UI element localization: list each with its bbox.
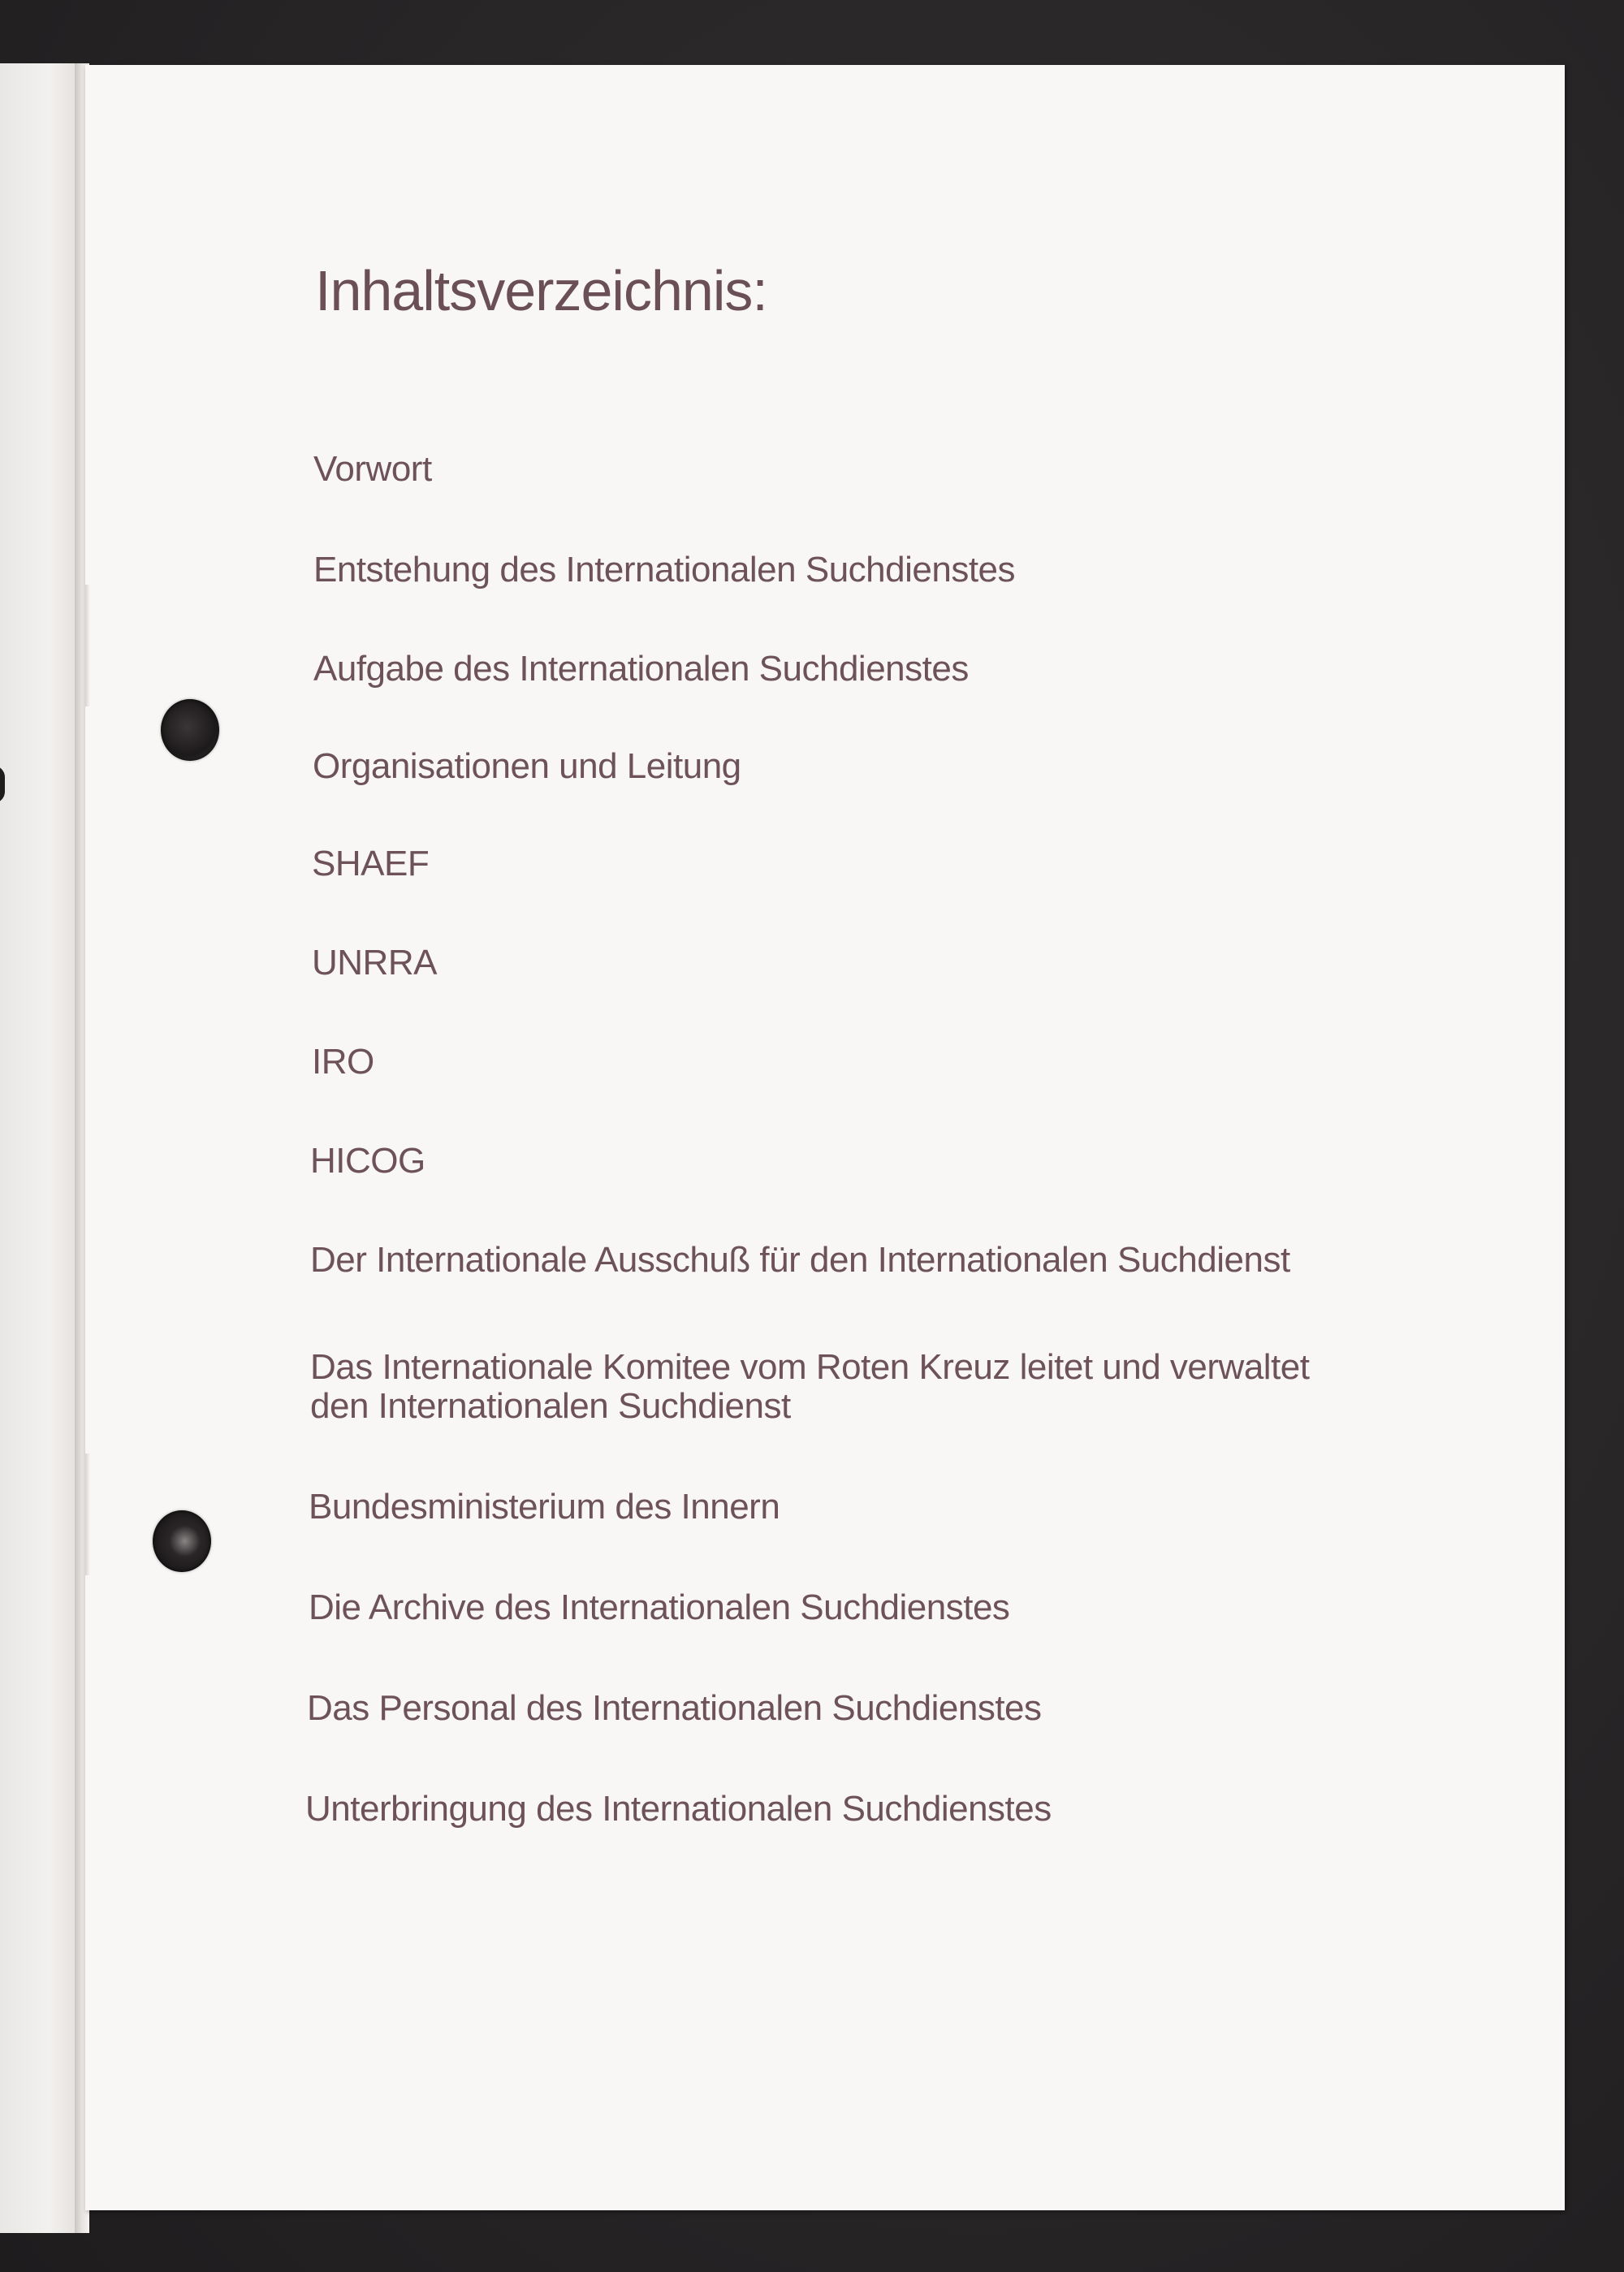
binding-notch-bottom (85, 1453, 90, 1575)
punch-hole-bottom (153, 1510, 211, 1572)
punch-hole-top (161, 699, 219, 761)
document-page (85, 65, 1565, 2210)
toc-entry-unterbringung: Unterbringung des Internationalen Suchdienstes (305, 1789, 1052, 1829)
toc-entry-ausschuss: Der Internationale Ausschuß für den Internationalen Suchdienst (310, 1240, 1290, 1280)
toc-entry-shaef: SHAEF (312, 844, 430, 883)
toc-entry-entstehung: Entstehung des Internationalen Suchdienstes (313, 550, 1016, 590)
left-page-punch-hole-edge (0, 766, 5, 803)
toc-entry-unrra: UNRRA (312, 943, 437, 983)
toc-entry-hicog: HICOG (310, 1141, 425, 1181)
left-page-edge (0, 63, 81, 2233)
toc-entry-iro: IRO (312, 1042, 374, 1082)
binding-notch-top (85, 585, 90, 706)
toc-entry-ikrk-line-2: den Internationalen Suchdienst (310, 1386, 791, 1426)
toc-entry-ikrk (310, 1348, 1310, 1426)
toc-entry-vorwort: Vorwort (313, 449, 432, 489)
toc-entry-bundesministerium: Bundesministerium des Innern (309, 1487, 780, 1527)
toc-entry-archive: Die Archive des Internationalen Suchdienstes (309, 1587, 1010, 1627)
toc-entry-aufgabe: Aufgabe des Internationalen Suchdienstes (313, 649, 969, 689)
toc-entry-personal: Das Personal des Internationalen Suchdienstes (307, 1688, 1042, 1728)
toc-entry-ikrk-line-1: Das Internationale Komitee vom Roten Kreuz leitet und verwaltet (310, 1347, 1310, 1387)
toc-entry-organisationen: Organisationen und Leitung (313, 746, 741, 786)
page-title: Inhaltsverzeichnis: (315, 259, 767, 322)
